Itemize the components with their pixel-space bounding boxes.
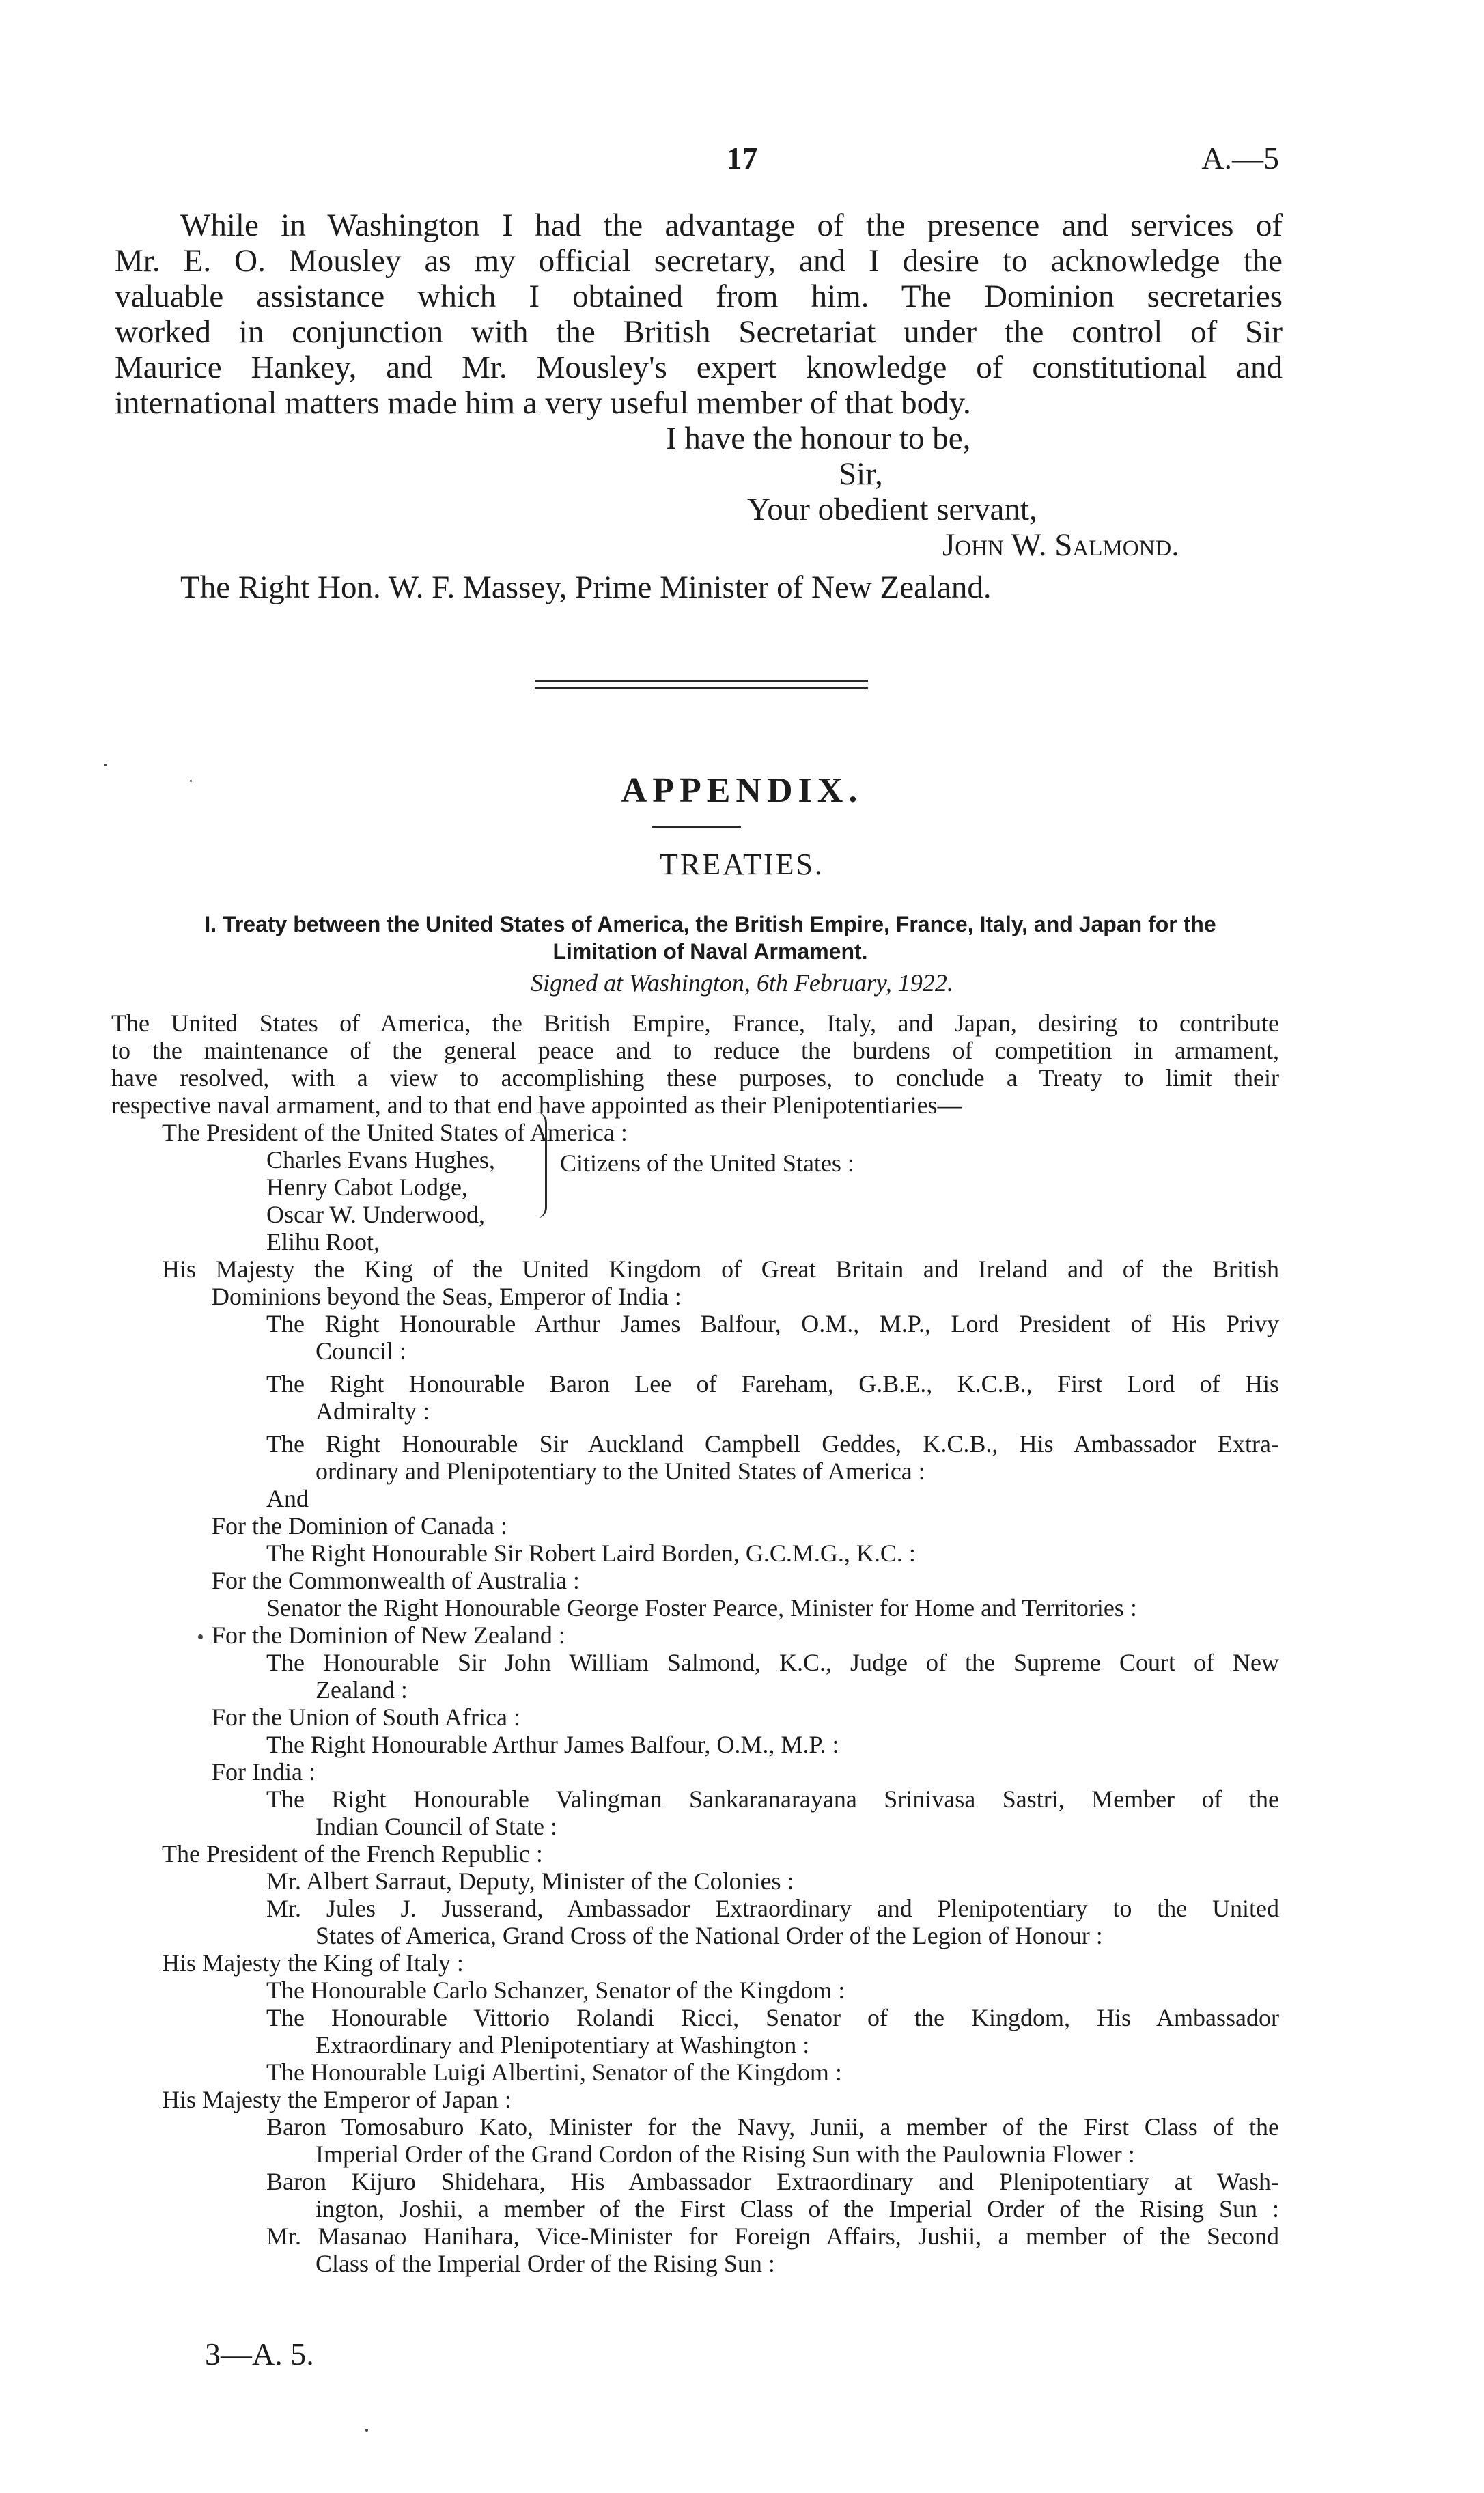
scan-speck	[198, 1634, 203, 1639]
party-heading: His Majesty the King of Italy :	[162, 1949, 464, 1977]
plenipotentiary-name: Charles Evans Hughes,	[266, 1146, 495, 1173]
plenipotentiary-entry: The Right Honourable Arthur James Balfour, O.M., M.P. :	[266, 1731, 839, 1758]
party-heading: For the Union of South Africa :	[212, 1703, 520, 1731]
plenipotentiary-entry: Extraordinary and Plenipotentiary at Washington :	[316, 2031, 810, 2059]
conjunction: And	[266, 1485, 309, 1512]
plenipotentiary-name: Elihu Root,	[266, 1228, 380, 1255]
letter-line: Mr. E. O. Mousley as my official secretary, and I desire to acknowledge the	[115, 243, 1283, 279]
plenipotentiary-entry: The Honourable Luigi Albertini, Senator of the Kingdom :	[266, 2059, 842, 2086]
plenipotentiary-entry: The Right Honourable Arthur James Balfour, O.M., M.P., Lord President of His Privy	[266, 1310, 1279, 1337]
preamble-line: to the maintenance of the general peace and to reduce the burdens of competition in armament,	[111, 1037, 1279, 1064]
party-heading: Dominions beyond the Seas, Emperor of India :	[212, 1283, 682, 1310]
plenipotentiary-entry: Indian Council of State :	[316, 1813, 557, 1840]
section-title: TREATIES.	[660, 848, 824, 881]
scan-speck	[365, 2429, 368, 2432]
plenipotentiary-entry: Mr. Jules J. Jusserand, Ambassador Extraordinary and Plenipotentiary to the United	[266, 1895, 1279, 1922]
plenipotentiary-entry: The Honourable Carlo Schanzer, Senator of the Kingdom :	[266, 1977, 845, 2004]
plenipotentiary-entry: Baron Kijuro Shidehara, His Ambassador Extraordinary and Plenipotentiary at Wash-	[266, 2168, 1279, 2195]
party-heading: For the Dominion of New Zealand :	[212, 1621, 565, 1649]
letter-line: valuable assistance which I obtained from him. The Dominion secretaries	[115, 279, 1283, 314]
plenipotentiary-entry: Baron Tomosaburo Kato, Minister for the Navy, Junii, a member of the First Class of the	[266, 2113, 1279, 2141]
divider-rule	[535, 680, 868, 682]
party-heading: The President of the United States of America :	[162, 1119, 628, 1146]
signature: John W. Salmond.	[942, 527, 1179, 563]
plenipotentiary-entry: Admiralty :	[316, 1397, 430, 1425]
plenipotentiary-entry: Imperial Order of the Grand Cordon of the Rising Sun with the Paulownia Flower :	[316, 2141, 1135, 2168]
plenipotentiary-entry: The Honourable Sir John William Salmond, K.C., Judge of the Supreme Court of New	[266, 1649, 1279, 1676]
scan-speck	[190, 780, 192, 782]
plenipotentiary-entry: Zealand :	[316, 1676, 408, 1703]
plenipotentiary-entry: Senator the Right Honourable George Foster Pearce, Minister for Home and Territories :	[266, 1594, 1137, 1621]
plenipotentiary-entry: States of America, Grand Cross of the National Order of the Legion of Honour :	[316, 1922, 1103, 1949]
plenipotentiary-entry: ington, Joshii, a member of the First Class of the Imperial Order of the Rising Sun :	[316, 2195, 1279, 2223]
plenipotentiary-name: Henry Cabot Lodge,	[266, 1173, 468, 1201]
treaty-signed-date: Signed at Washington, 6th February, 1922.	[531, 969, 953, 997]
brace-label: Citizens of the United States :	[560, 1150, 854, 1177]
closing-honour: I have the honour to be,	[666, 421, 971, 456]
addressee: The Right Hon. W. F. Massey, Prime Minister of New Zealand.	[180, 570, 992, 605]
letter-line: international matters made him a very useful member of that body.	[115, 385, 971, 421]
plenipotentiary-entry: Council :	[316, 1337, 406, 1365]
plenipotentiary-entry: Mr. Albert Sarraut, Deputy, Minister of the Colonies :	[266, 1867, 794, 1895]
treaty-heading: I. Treaty between the United States of America, the British Empire, France, Italy, and Japan for the Limitation of Naval Armament.	[204, 912, 1216, 964]
letter-line: While in Washington I had the advantage of the presence and services of	[180, 208, 1283, 243]
plenipotentiary-entry: The Honourable Vittorio Rolandi Ricci, Senator of the Kingdom, His Ambassador	[266, 2004, 1279, 2031]
plenipotentiary-name: Oscar W. Underwood,	[266, 1201, 485, 1228]
closing-salutation: Sir,	[839, 456, 883, 492]
plenipotentiary-entry: Class of the Imperial Order of the Rising Sun :	[316, 2250, 775, 2277]
preamble-line: respective naval armament, and to that end have appointed as their Plenipotentiaries—	[111, 1091, 962, 1119]
party-heading: His Majesty the King of the United Kingdom of Great Britain and Ireland and of the British	[162, 1255, 1279, 1283]
letter-line: worked in conjunction with the British Secretariat under the control of Sir	[115, 314, 1283, 350]
plenipotentiary-entry: Mr. Masanao Hanihara, Vice-Minister for Foreign Affairs, Jushii, a member of the Second	[266, 2223, 1279, 2250]
party-heading: For the Dominion of Canada :	[212, 1512, 507, 1540]
plenipotentiary-entry: The Right Honourable Valingman Sankaranarayana Srinivasa Sastri, Member of the	[266, 1785, 1279, 1813]
preamble-line: The United States of America, the British Empire, France, Italy, and Japan, desiring to contribute	[111, 1009, 1279, 1037]
divider-rule	[652, 826, 741, 828]
closing-servant: Your obedient servant,	[747, 492, 1037, 527]
letter-line: Maurice Hankey, and Mr. Mousley's expert knowledge of constitutional and	[115, 350, 1283, 385]
plenipotentiary-entry: The Right Honourable Sir Robert Laird Borden, G.C.M.G., K.C. :	[266, 1540, 916, 1567]
party-heading: For India :	[212, 1758, 316, 1785]
plenipotentiary-entry: The Right Honourable Sir Auckland Campbell Geddes, K.C.B., His Ambassador Extra-	[266, 1430, 1279, 1458]
appendix-title: APPENDIX.	[621, 771, 863, 810]
party-heading: For the Commonwealth of Australia :	[212, 1567, 580, 1594]
scan-speck	[104, 764, 107, 766]
brace	[533, 1112, 547, 1218]
divider-rule	[535, 687, 868, 689]
footer-reference: 3—A. 5.	[205, 2337, 314, 2371]
preamble-line: have resolved, with a view to accomplishing these purposes, to conclude a Treaty to limit their	[111, 1064, 1279, 1091]
party-heading: His Majesty the Emperor of Japan :	[162, 2086, 512, 2113]
plenipotentiary-entry: The Right Honourable Baron Lee of Fareham, G.B.E., K.C.B., First Lord of His	[266, 1370, 1279, 1397]
document-reference: A.—5	[1201, 141, 1279, 176]
page-number: 17	[726, 141, 758, 176]
plenipotentiary-entry: ordinary and Plenipotentiary to the United States of America :	[316, 1458, 925, 1485]
party-heading: The President of the French Republic :	[162, 1840, 543, 1867]
